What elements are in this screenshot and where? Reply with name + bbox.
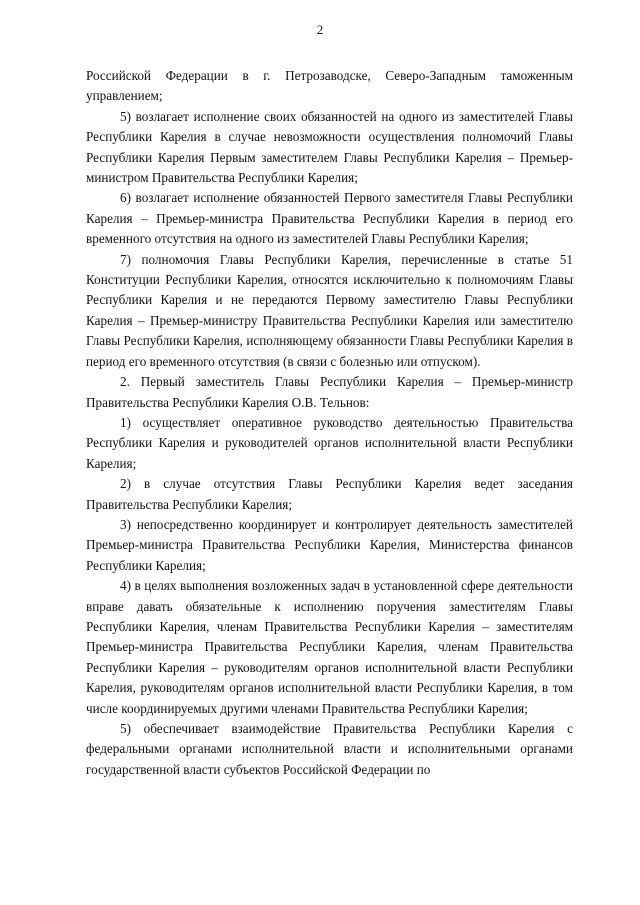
paragraph-section-2-item-1: 1) осуществляет оперативное руководство деятельностью Правительства Республики Карелия и руководителей органов исполнительной власти Республики Карелия; bbox=[86, 414, 573, 471]
paragraph-item-6: 6) возлагает исполнение обязанностей Первого заместителя Главы Республики Карелия – Премьер-министра Правительства Республики Карелия в период его временного отсутствия на одного из заместителей Главы Республики Карелия; bbox=[86, 190, 573, 247]
paragraph-section-2-item-5: 5) обеспечивает взаимодействие Правительства Республики Карелия с федеральными органами исполнительной власти и исполнительными органами государственной власти субъектов Российской Федерации по bbox=[86, 721, 573, 777]
paragraph-section-2-item-3: 3) непосредственно координирует и контролирует деятельность заместителей Премьер-министра Правительства Республики Карелия, Министерства финансов Республики Карелия; bbox=[86, 516, 573, 573]
paragraph-item-5: 5) возлагает исполнение своих обязанностей на одного из заместителей Главы Республики Карелия в случае невозможности осуществления полномочий Главы Республики Карелия Первым заместителем Главы Республики Карелия – Премьер-министром Правительства Республики Карелия; bbox=[86, 108, 573, 186]
page-number: 2 bbox=[316, 22, 324, 37]
document-body bbox=[86, 66, 573, 780]
paragraph-section-2: 2. Первый заместитель Главы Республики Карелия – Премьер-министр Правительства Республики Карелия О.В. Тельнов: bbox=[86, 374, 573, 410]
paragraph-section-2-item-4: 4) в целях выполнения возложенных задач в установленной сфере деятельности вправе давать обязательные к исполнению поручения заместителям Главы Республики Карелия, членам Правительства Республики Карелия – заместителям Премьер-министра Правительства Республики Карелия, членам Правительства Республики Карелия – руководителям органов исполнительной власти Республики Карелия, руководителям органов исполнительной власти Республики Карелия, в том числе координируемых другими членами Правительства Республики Карелия; bbox=[86, 578, 573, 716]
paragraph-continuation: Российской Федерации в г. Петрозаводске, Северо-Западным таможенным управлением; bbox=[86, 68, 573, 104]
paragraph-item-7: 7) полномочия Главы Республики Карелия, перечисленные в статье 51 Конституции Республики Карелия, относятся исключительно к полномочиям Главы Республики Карелия и не передаются Первому заместителю Главы Республики Карелия – Премьер-министру Правительства Республики Карелия или заместителю Главы Республики Карелия, исполняющему обязанности Главы Республики Карелия в период его временного отсутствия (в связи с болезнью или отпуском). bbox=[86, 251, 573, 369]
paragraph-section-2-item-2: 2) в случае отсутствия Главы Республики Карелия ведет заседания Правительства Республики Карелия; bbox=[86, 476, 573, 512]
